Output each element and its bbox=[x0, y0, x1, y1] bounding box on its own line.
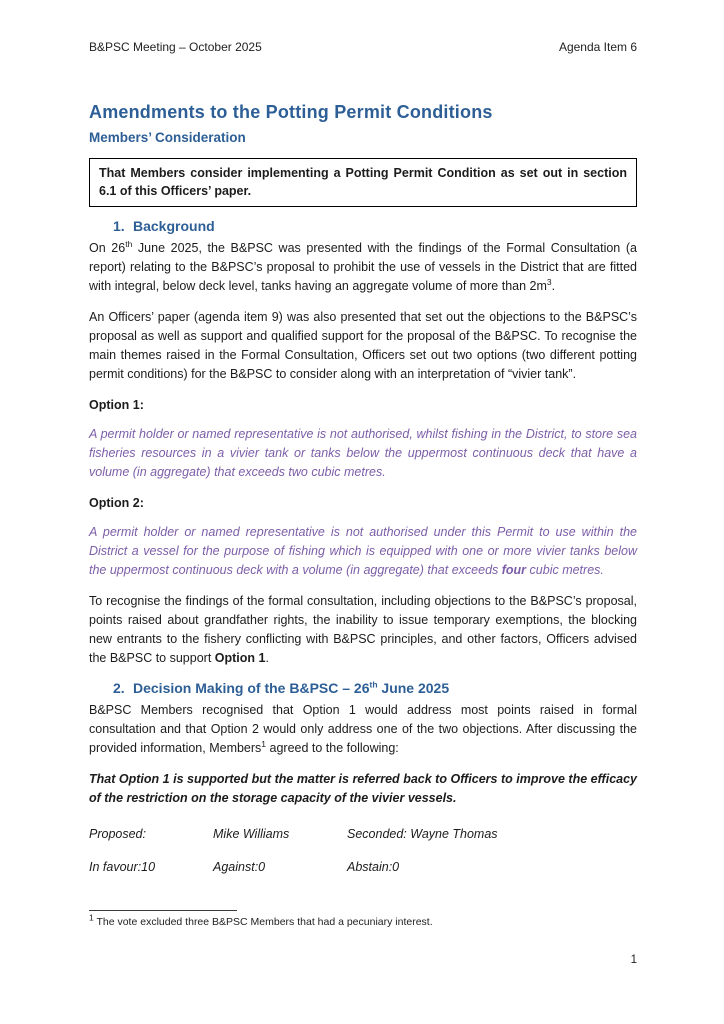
background-paragraph-1-text: June 2025, the B&PSC was presented with the findings of the Formal Consultation (a report) relating to the B&PSC’s proposal to prohibit the use of vessels in the District that are fitted with integral, below deck level, tanks having an aggregate volume of more than 2m bbox=[89, 241, 637, 293]
cubic-metre-superscript: 3 bbox=[546, 276, 552, 287]
background-paragraph-1-text: On 26 bbox=[89, 241, 126, 255]
vote-proposer-row bbox=[89, 827, 637, 841]
option-2-bold-word: four bbox=[501, 563, 527, 577]
option-1-text: A permit holder or named representative is not authorised, whilst fishing in the District, to store sea fisheries resources in a vivier tank or tanks below the uppermost continuous deck that have a volume (in aggregate) that exceeds two cubic metres. bbox=[89, 427, 637, 479]
ordinal-superscript: th bbox=[369, 679, 378, 690]
footnote-area bbox=[89, 910, 637, 928]
document-subtitle: Members’ Consideration bbox=[89, 130, 246, 145]
background-paragraph-3-text: . bbox=[265, 651, 269, 665]
recommendation-text: That Members consider implementing a Potting Permit Condition as set out in section 6.1 of this Officers’ paper. bbox=[99, 166, 627, 198]
background-paragraph-3-text: To recognise the findings of the formal consultation, including objections to the B&PSC’s proposal, points raised about grandfather rights, the inability to issue temporary exemptions, the blocking new entrants to the fishery conflicting with B&PSC principles, and other factors, Officers advised the B&PSC to support bbox=[89, 594, 637, 665]
ordinal-superscript: th bbox=[125, 238, 133, 249]
footnote-marker: 1 bbox=[89, 912, 94, 923]
resolution-text: That Option 1 is supported but the matter is referred back to Officers to improve the efficacy of the restriction on the storage capacity of the vivier vessels. bbox=[89, 772, 637, 805]
footnote-text bbox=[89, 912, 637, 928]
header-meeting-title: B&PSC Meeting – October 2025 bbox=[89, 40, 262, 54]
proposer-name: Mike Williams bbox=[213, 827, 290, 841]
vote-count-row bbox=[89, 860, 637, 874]
document-title: Amendments to the Potting Permit Conditions bbox=[89, 102, 493, 122]
in-favour-count: In favour:10 bbox=[89, 860, 156, 874]
abstain-count: Abstain:0 bbox=[347, 860, 400, 874]
seconder-name: Seconded: Wayne Thomas bbox=[347, 827, 498, 841]
page-header bbox=[89, 40, 637, 54]
footnote-separator bbox=[89, 910, 237, 911]
section-2-title bbox=[133, 680, 449, 696]
option-2-text-part: cubic metres. bbox=[526, 563, 604, 577]
footnote-reference-superscript: 1 bbox=[261, 738, 267, 749]
background-paragraph-3 bbox=[89, 592, 637, 668]
section-1-title: Background bbox=[133, 218, 215, 234]
option-2-text bbox=[89, 523, 637, 580]
section-2-number: 2. bbox=[113, 680, 125, 696]
against-count: Against:0 bbox=[213, 860, 266, 874]
proposed-label: Proposed: bbox=[89, 827, 146, 841]
section-2-title-part: June 2025 bbox=[377, 680, 450, 696]
decision-paragraph-text: B&PSC Members recognised that Option 1 would address most points raised in formal consultation and that Option 2 would only address one of the two objections. After discussing the provided information, Members bbox=[89, 703, 637, 755]
option-1-label: Option 1: bbox=[89, 398, 144, 412]
option-2-text-part: A permit holder or named representative is not authorised under this Permit to use within the District a vessel for the purpose of fishing which is equipped with one or more vivier tanks below the uppermost continuous deck with a volume (in aggregate) that exceeds bbox=[89, 525, 637, 577]
option-1-reference-bold: Option 1 bbox=[214, 651, 266, 665]
background-paragraph-1 bbox=[89, 239, 637, 296]
section-1-number: 1. bbox=[113, 218, 125, 234]
decision-paragraph-text: agreed to the following: bbox=[266, 741, 399, 755]
section-2-heading bbox=[113, 680, 637, 696]
recommendation-box bbox=[89, 158, 637, 207]
option-2-label: Option 2: bbox=[89, 496, 144, 510]
section-1-heading bbox=[113, 218, 637, 234]
header-agenda-item: Agenda Item 6 bbox=[558, 40, 637, 54]
section-2-title-part: Decision Making of the B&PSC – 26 bbox=[133, 680, 370, 696]
background-paragraph-1-text: . bbox=[551, 279, 556, 293]
page-number: 1 bbox=[630, 954, 637, 966]
footnote-body: The vote excluded three B&PSC Members that had a pecuniary interest. bbox=[93, 916, 433, 928]
decision-paragraph bbox=[89, 701, 637, 758]
background-paragraph-2: An Officers’ paper (agenda item 9) was also presented that set out the objections to the B&PSC’s proposal as well as support and qualified support for the proposal of the B&PSC. To recognise the main themes raised in the Formal Consultation, Officers set out two options (two different potting permit conditions) for the B&PSC to consider along with an interpretation of “vivier tank”. bbox=[89, 310, 637, 381]
